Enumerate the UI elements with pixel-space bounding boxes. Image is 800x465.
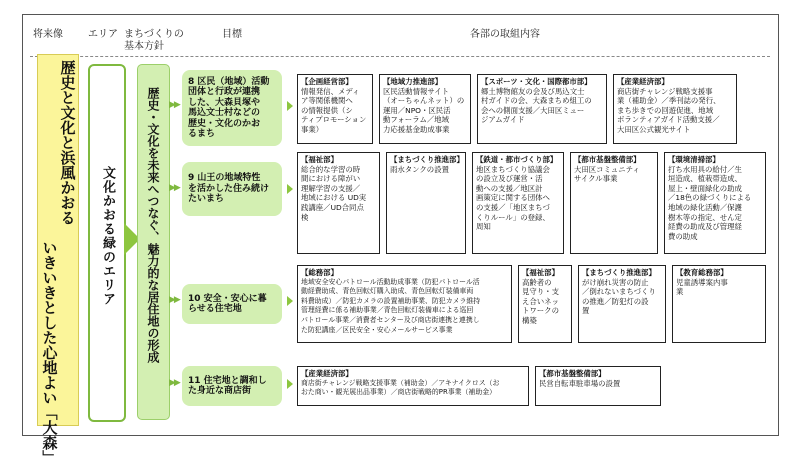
dept-name: 【地域力推進部】 (383, 77, 443, 86)
dept-goal9-3 (472, 152, 564, 254)
header-efforts: 各部の取組内容 (470, 29, 540, 40)
area-label: 文化かおる緑のエリア (100, 166, 115, 306)
dept-name: 【福祉部】 (522, 268, 559, 277)
goal-9-arrow (287, 184, 293, 194)
dept-name: 【まちづくり推進部】 (390, 155, 464, 164)
dept-name: 【環境清掃部】 (668, 155, 720, 164)
goal-11-label: 11 住宅地と調和し た身近な商店街 (188, 375, 267, 396)
dept-text: 商店街チャレンジ戦略支援事 業（補助金）／季刊誌の発行、 まち歩きでの回遊促進、地域 ボランティアガイド活動支援／ 大田区公式観光サイト (617, 86, 721, 134)
policy-arrows-goal8: ▶▶ (169, 100, 179, 110)
dept-name: 【都市基盤整備部】 (574, 155, 641, 164)
dept-text: 総合的な学習の時 間における障がい 理解学習の支援／ 地域における UD実 践講座／UD合同点 検 (301, 164, 367, 222)
goal-10-label: 10 安全・安心に暮 らせる住宅地 (188, 293, 267, 314)
dept-name: 【福祉部】 (301, 155, 338, 164)
header-vision: 将来像 (33, 29, 63, 40)
dept-text: 情報発信、メディ ア等関係機関へ の情報提供（シ ティプロモーション 事業） (301, 86, 367, 134)
goal-11 (182, 366, 282, 406)
dept-goal11-2 (535, 366, 661, 406)
policy-label: 歴史・文化を未来へつなぐ、魅力的な居住地の形成 (146, 87, 160, 363)
policy-arrows-goal11: ▶▶ (169, 378, 179, 388)
dept-goal9-2 (386, 152, 466, 254)
dept-goal8-4 (613, 74, 737, 144)
area-box (88, 64, 126, 422)
goal-10 (182, 284, 282, 324)
goal-8-arrow (287, 101, 293, 111)
dept-goal10-3 (578, 265, 666, 343)
dept-goal10-1 (297, 265, 512, 343)
header-goal: 目標 (222, 29, 242, 40)
dept-text: がけ崩れ災害の防止 ／倒れないまちづくり の推進／防犯灯の設 置 (582, 277, 656, 316)
dept-text: 地区まちづくり協議会 の設立及び運営・活 動への支援／地区計 画策定に関する団体へ の支援／「地区まちづ くりルール」の登録、 周知 (476, 164, 550, 232)
dept-name: 【都市基盤整備部】 (539, 369, 606, 378)
dept-text: 大田区コミュニティ サイクル事業 (574, 164, 640, 184)
dept-text: 打ち水用具の給付／生 垣造成、植栽帯造成、 屋上・壁面緑化の助成 ／18色の緑づくりによる 地域の緑化活動／保護 樹木等の指定、せん定 経費の助成及び管理経 費の助成 (668, 164, 752, 241)
dept-goal8-2 (379, 74, 471, 144)
policy-box (137, 64, 170, 420)
header-area: エリア (88, 29, 118, 40)
policy-arrows-goal9: ▶▶ (169, 183, 179, 193)
dept-name: 【まちづくり推進部】 (582, 268, 656, 277)
dept-name: 【総務部】 (301, 268, 338, 277)
dept-goal9-5 (664, 152, 766, 254)
dept-goal9-4 (570, 152, 658, 254)
dept-text: 商店街チャレンジ戦略支援事業（補助金）／アキナイクロス（お おた商い・観光展出品事業）／商店街戦略的PR事業（補助金） (301, 378, 500, 397)
dept-text: 民営自転車駐車場の設置 (539, 378, 621, 388)
dept-goal8-3 (477, 74, 607, 144)
dept-text: 高齢者の 見守り・支 え合いネッ トワークの 構築 (522, 277, 559, 325)
dept-name: 【産業経済部】 (301, 369, 353, 378)
dept-text: 区民活動情報サイト （オーちゃんネット）の 運用／NPO・区民活 動フォーラム／地域 力応援基金助成事業 (383, 86, 465, 134)
header-divider (30, 56, 770, 57)
dept-goal10-2 (518, 265, 572, 343)
dept-name: 【教育総務部】 (676, 268, 728, 277)
dept-goal8-1 (297, 74, 373, 144)
dept-goal9-1 (297, 152, 380, 254)
vision-text-left: いきいきとした心地よい「大森」 (40, 240, 59, 465)
goal-8-label: 8 区民（地域）活動 団体と行政が連携 した、大森貝塚や 馬込文士村などの 歴史・文化のかお るまち (188, 76, 270, 139)
dept-text: 雨水タンクの設置 (390, 164, 449, 174)
dept-goal11-1 (297, 366, 529, 406)
dept-name: 【スポーツ・文化・国際都市部】 (481, 77, 592, 86)
header-policy: まちづくりの 基本方針 (124, 29, 184, 52)
goal-10-arrow (287, 296, 293, 306)
dept-name: 【産業経済部】 (617, 77, 669, 86)
dept-text: 郷土博物館友の会及び馬込文士 村ガイドの会、大森まちめ組工の 会への側面支援／大田区ミュー ジアムガイド (481, 86, 592, 125)
policy-arrows-goal10: ▶▶ (169, 295, 179, 305)
vision-box (37, 54, 79, 465)
goal-8 (182, 70, 282, 146)
dept-text: 地域安全安心パトロール活動助成事業（防犯パトロール活 動経費助成、青色回転灯購入助成、青色回転灯装備車両 料費助成）／防犯カメラの設置補助事業、防犯カメラ維持 管理経費に係る補助事業／青色回転灯装備車による巡回 パトロール事業／消費者センター及び商店街連携と連携し た防犯講座／区民安全・安心メールサービス事業 (301, 277, 481, 334)
dept-goal10-4 (672, 265, 766, 343)
dept-name: 【企画経営部】 (301, 77, 353, 86)
goal-9-label: 9 山王の地域特性 を活かした住み続け たいまち (188, 173, 270, 205)
dept-text: 児童誘導案内事 業 (676, 277, 728, 297)
vision-text-right: 歴史と文化と浜風かおる (58, 60, 77, 225)
dept-name: 【鉄道・都市づくり部】 (476, 155, 558, 164)
goal-11-arrow (287, 379, 293, 389)
goal-9 (182, 162, 282, 216)
